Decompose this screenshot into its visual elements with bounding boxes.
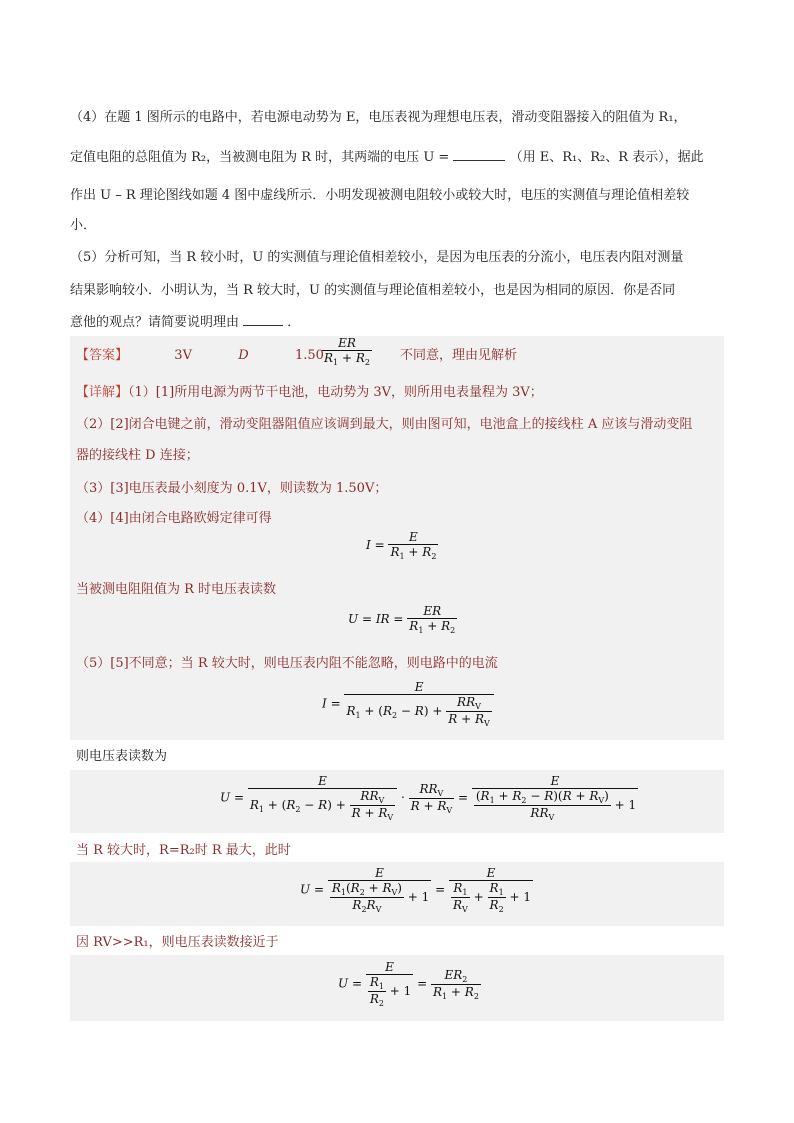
equation-voltage-ideal: U = IR = $\frac{ER}{R_1 + R_2}$ bbox=[348, 604, 456, 635]
answer-blank-2[interactable] bbox=[243, 325, 283, 326]
detail-line-6: 当被测电阻阻值为 R 时电压表读数 bbox=[76, 582, 277, 597]
answer-item-2: D bbox=[238, 348, 249, 363]
equation-voltage-real: U = E $R_1 + (R_2 - R)$ + $\frac{RR_V}{R + R_V}$ · $\frac{RR_V}{R + R_V}$ = E $\frac{(R_1 + R_2 - R)(R + R_V)}{RR_V}$ + 1 bbox=[220, 774, 637, 822]
equation-current-real: I = E $R_1 + (R_2 - R)$ + $\frac{RR_V}{R + R_V}$ bbox=[322, 680, 494, 728]
detail-line-1-text: （1）[1]所用电源为两节干电池，电动势为 3V，则所用电表量程为 3V； bbox=[128, 385, 543, 400]
question-part5-end: ． bbox=[287, 315, 301, 330]
detail-line-4: （3）[3]电压表最小刻度为 0.1V，则读数为 1.50V； bbox=[76, 481, 388, 496]
detail-line-10: 因 RV>>R₁，则电压表读数接近于 bbox=[76, 935, 279, 950]
question-part4-line2b-text: （用 E、R₁、R₂、R 表示），据此 bbox=[509, 150, 704, 165]
detail-line-3: 器的接线柱 D 连接； bbox=[76, 448, 199, 463]
detail-line-8: 则电压表读数为 bbox=[76, 749, 168, 764]
answer-formula: $\frac{ER}{R_1 + R_2}$ bbox=[324, 336, 370, 367]
answer-item-4: 不同意，理由见解析 bbox=[400, 348, 518, 363]
question-part5-line2: 结果影响较小．小明认为，当 R 较大时，U 的实测值与理论值相差较小，也是因为相同的原因．你是否同 bbox=[70, 283, 676, 298]
answer-blank-1[interactable] bbox=[453, 160, 505, 161]
question-part4-line2 bbox=[70, 148, 730, 168]
equation-current-ideal: I = $\frac{E}{R_1 + R_2}$ bbox=[366, 530, 437, 561]
detail-line-1 bbox=[76, 383, 543, 403]
answer-item-1: 3V bbox=[174, 348, 192, 363]
question-part4-line4: 小． bbox=[70, 218, 97, 233]
question-part5-line3-text: 意他的观点？请简要说明理由 bbox=[70, 315, 240, 330]
detail-line-5: （4）[4]由闭合电路欧姆定律可得 bbox=[76, 511, 272, 526]
detail-line-7: （5）[5]不同意；当 R 较大时，则电压表内阻不能忽略，则电路中的电流 bbox=[76, 656, 498, 671]
answer-tag: 【答案】 bbox=[76, 348, 129, 363]
question-part5-line1: （5）分析可知，当 R 较小时，U 的实测值与理论值相差较小，是因为电压表的分流小，电压表内阻对测量 bbox=[70, 250, 684, 265]
detail-line-2: （2）[2]闭合电键之前，滑动变阻器阻值应该调到最大，则由图可知，电池盒上的接线柱 A 应该与滑动变阻 bbox=[76, 417, 693, 432]
question-part4-line2-text: 定值电阻的总阻值为 R₂，当被测电阻为 R 时，其两端的电压 U = bbox=[70, 150, 450, 165]
question-part4-line3: 作出 U – R 理论图线如题 4 图中虚线所示．小明发现被测电阻较小或较大时，电压的实测值与理论值相差较 bbox=[70, 188, 690, 203]
question-part4-line1: （4）在题 1 图所示的电路中，若电源电动势为 E，电压表视为理想电压表，滑动变阻器接入的阻值为 R₁， bbox=[70, 110, 687, 125]
equation-voltage-max: U = E $\frac{R_1(R_2 + R_V)}{R_2R_V}$ + 1 = E $\frac{R_1}{R_V}$ + $\frac{R_1}{R_2}$ + 1 bbox=[300, 866, 531, 914]
answer-item-3: 1.50 bbox=[294, 348, 324, 363]
detail-line-9: 当 R 较大时，R=R₂时 R 最大，此时 bbox=[76, 843, 291, 858]
detail-tag: 【详解】 bbox=[76, 385, 129, 400]
question-part5-line3 bbox=[70, 313, 730, 333]
equation-voltage-approx: U = E $\frac{R_1}{R_2}$ + 1 = $\frac{ER_2}{R_1 + R_2}$ bbox=[338, 960, 479, 1008]
answer-line bbox=[76, 346, 324, 366]
